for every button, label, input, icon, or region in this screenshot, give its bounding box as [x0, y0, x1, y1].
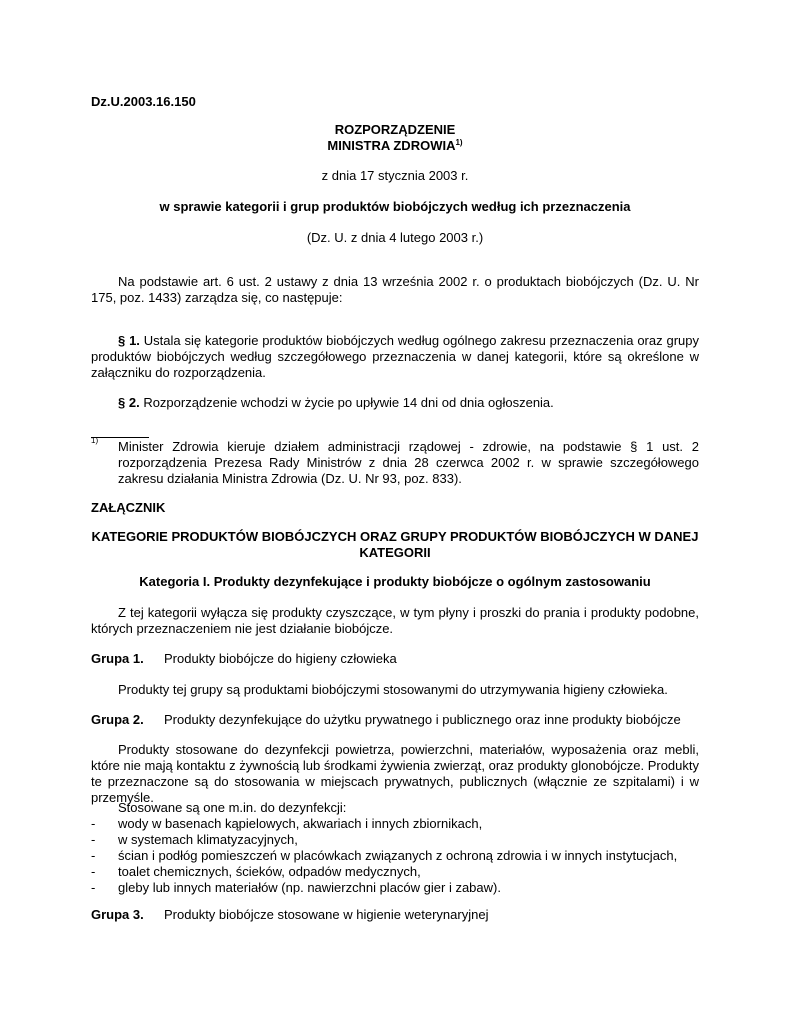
list-item: - gleby lub innych materiałów (np. nawierzchni placów gier i zabaw).	[91, 880, 501, 895]
category-title: Kategoria I. Produkty dezynfekujące i produkty biobójcze o ogólnym zastosowaniu	[139, 574, 651, 589]
document-subject: w sprawie kategorii i grup produktów biobójczych według ich przeznaczenia	[159, 199, 631, 214]
group-2-list	[91, 816, 699, 896]
footnote-mark: 1)	[91, 436, 99, 445]
footnote-reference: 1)	[455, 138, 463, 147]
section-1-text: Ustala się kategorie produktów biobójczych według ogólnego zakresu przeznaczenia oraz grupy produktów biobójczych według szczegółowego przeznaczenia w danej kategorii, które są określone w załączniku do rozporządzenia.	[91, 333, 699, 380]
group-2-title: Produkty dezynfekujące do użytku prywatnego i publicznego oraz inne produkty biobójcze	[164, 712, 681, 727]
footnote-text: Minister Zdrowia kieruje działem administracji rządowej - zdrowie, na podstawie § 1 ust. 2 rozporządzenia Prezesa Rady Ministrów z dnia 28 czerwca 2002 r. w sprawie szczegółowego zakresu działania Ministra Zdrowia (Dz. U. Nr 93, poz. 833).	[118, 439, 699, 486]
group-1-label: Grupa 1.	[91, 651, 144, 666]
group-3-title: Produkty biobójcze stosowane w higienie weterynaryjnej	[164, 907, 489, 922]
document-reference: Dz.U.2003.16.150	[91, 94, 196, 109]
section-1	[91, 333, 699, 381]
section-2-text: Rozporządzenie wchodzi w życie po upływie 14 dni od dnia ogłoszenia.	[143, 395, 554, 410]
title-line-2: MINISTRA ZDROWIA$^{1)}$	[327, 138, 463, 153]
group-2-heading	[91, 712, 699, 728]
group-3-label: Grupa 3.	[91, 907, 144, 922]
group-1-title: Produkty biobójcze do higieny człowieka	[164, 651, 397, 666]
document-date: z dnia 17 stycznia 2003 r.	[321, 168, 469, 183]
section-1-label: § 1.	[118, 333, 140, 348]
group-1-heading	[91, 651, 699, 667]
category-intro: Z tej kategorii wyłącza się produkty czyszczące, w tym płyny i proszki do prania i produkty podobne, których przeznaczeniem nie jest działanie biobójcze.	[91, 605, 699, 636]
section-2	[91, 395, 699, 411]
group-2-description: Produkty stosowane do dezynfekcji powietrza, powierzchni, materiałów, wyposażenia oraz mebli, które nie mają kontaktu z żywnością lub środkami żywienia zwierząt, oraz produkty glonobójcze. Produkty te przeznaczone są do stosowania w miejscach prywatnych, publicznych (włącznie ze szpitalami) i w przemyśle.	[91, 742, 699, 805]
group-1-description: Produkty tej grupy są produktami biobójczymi stosowanymi do utrzymywania higieny człowieka.	[118, 682, 668, 697]
list-item: - ścian i podłóg pomieszczeń w placówkach związanych z ochroną zdrowia i w innych instytucjach,	[91, 848, 678, 863]
list-item: - w systemach klimatyzacyjnych,	[91, 832, 298, 847]
group-2-label: Grupa 2.	[91, 712, 144, 727]
preamble: Na podstawie art. 6 ust. 2 ustawy z dnia 13 września 2002 r. o produktach biobójczych (Dz. U. Nr 175, poz. 1433) zarządza się, co następuje:	[91, 274, 699, 305]
annex-title: KATEGORIE PRODUKTÓW BIOBÓJCZYCH ORAZ GRUPY PRODUKTÓW BIOBÓJCZYCH W DANEJ KATEGORII	[91, 529, 699, 560]
list-item: - wody w basenach kąpielowych, akwariach i innych zbiornikach,	[91, 816, 483, 831]
footnote-separator	[91, 437, 149, 438]
group-3-heading	[91, 907, 699, 923]
publication-info: (Dz. U. z dnia 4 lutego 2003 r.)	[306, 230, 484, 245]
section-2-label: § 2.	[118, 395, 140, 410]
annex-heading: ZAŁĄCZNIK	[91, 500, 166, 515]
list-item: - toalet chemicznych, ścieków, odpadów medycznych,	[91, 864, 421, 879]
group-2-list-intro: Stosowane są one m.in. do dezynfekcji:	[118, 800, 347, 815]
title-line-1: ROZPORZĄDZENIE	[334, 122, 456, 137]
